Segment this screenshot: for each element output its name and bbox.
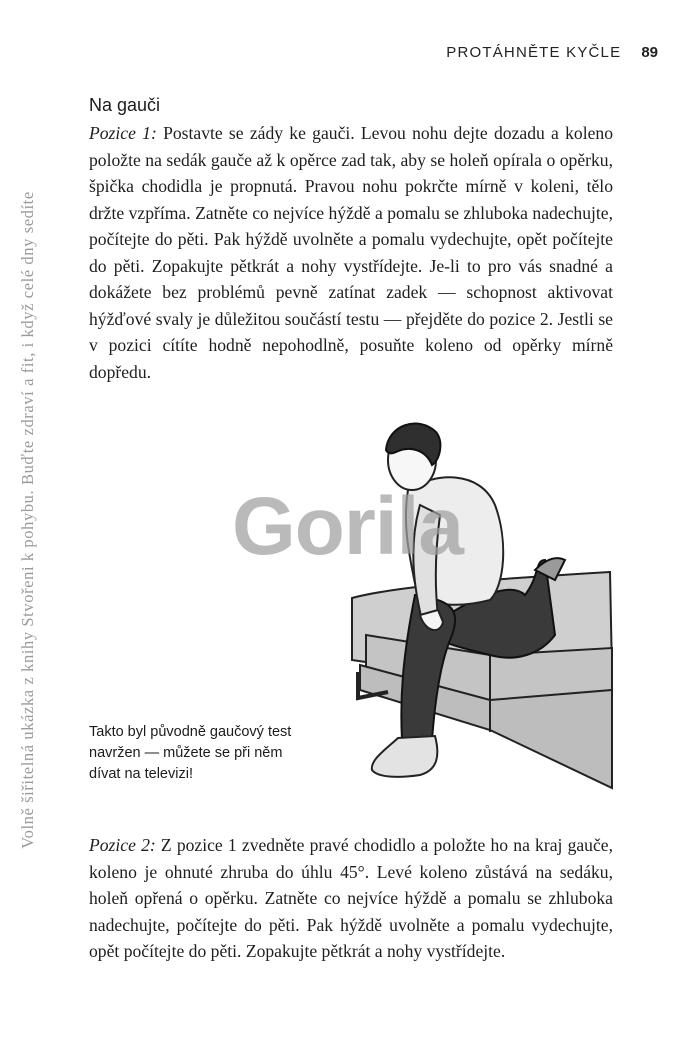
position-1-text: Postavte se zády ke gauči. Levou nohu dejte dozadu a koleno položte na sedák gauče až k opěrce zad tak, aby se holeň opírala o opěrku, špička chodidla je propnutá. Pravou nohu pokrčte mírně v koleni, tělo držte vzpříma. Zatněte co nejvíce hýždě a pomalu se zhluboka nadechujte, počítejte do pěti. Pak hýždě uvolněte a pomalu vydechujte, opět počítejte do pěti. Zopakujte pětkrát a nohy vystřídejte. Je-li to pro vás snadné a dokážete bez problémů pevně zatínat zadek — schopnost aktivovat hýžďové svaly je důležitou součástí testu — přejděte do pozice 2. Jestli se v pozici cítíte hodně nepohodlně, posuňte koleno od opěrky mírně dopředu. bbox=[89, 123, 613, 382]
position-1-paragraph bbox=[89, 120, 613, 385]
watermark: Gorila bbox=[232, 481, 463, 572]
position-1-label: Pozice 1: bbox=[89, 123, 157, 143]
front-shoe bbox=[372, 736, 438, 777]
side-note: Volně šiřitelná ukázka z knihy Stvořeni k pohybu. Buďte zdraví a fit, i když celé dny sedíte bbox=[18, 191, 37, 849]
position-2-label: Pozice 2: bbox=[89, 835, 156, 855]
position-2-text: Z pozice 1 zvedněte pravé chodidlo a položte ho na kraj gauče, koleno je ohnuté zhruba do úhlu 45°. Levé koleno zůstává na sedáku, holeň opřená o opěrku. Zatněte co nejvíce hýždě a pomalu se zhluboka nadechujte, počítejte do pěti. Pak hýždě uvolněte a pomalu vydechujte, opět počítejte do pěti. Zopakujte pětkrát a nohy vystřídejte. bbox=[89, 835, 613, 961]
running-head bbox=[446, 44, 658, 61]
section-title: Na gauči bbox=[89, 95, 161, 115]
figure-caption: Takto byl původně gaučový test navržen — můžete se při něm dívat na televizi! bbox=[89, 724, 292, 782]
chapter-title: PROTÁHNĚTE KYČLE bbox=[446, 44, 622, 61]
couch-stretch-illustration bbox=[340, 410, 615, 805]
page-number: 89 bbox=[641, 44, 658, 61]
position-2-paragraph bbox=[89, 832, 613, 965]
